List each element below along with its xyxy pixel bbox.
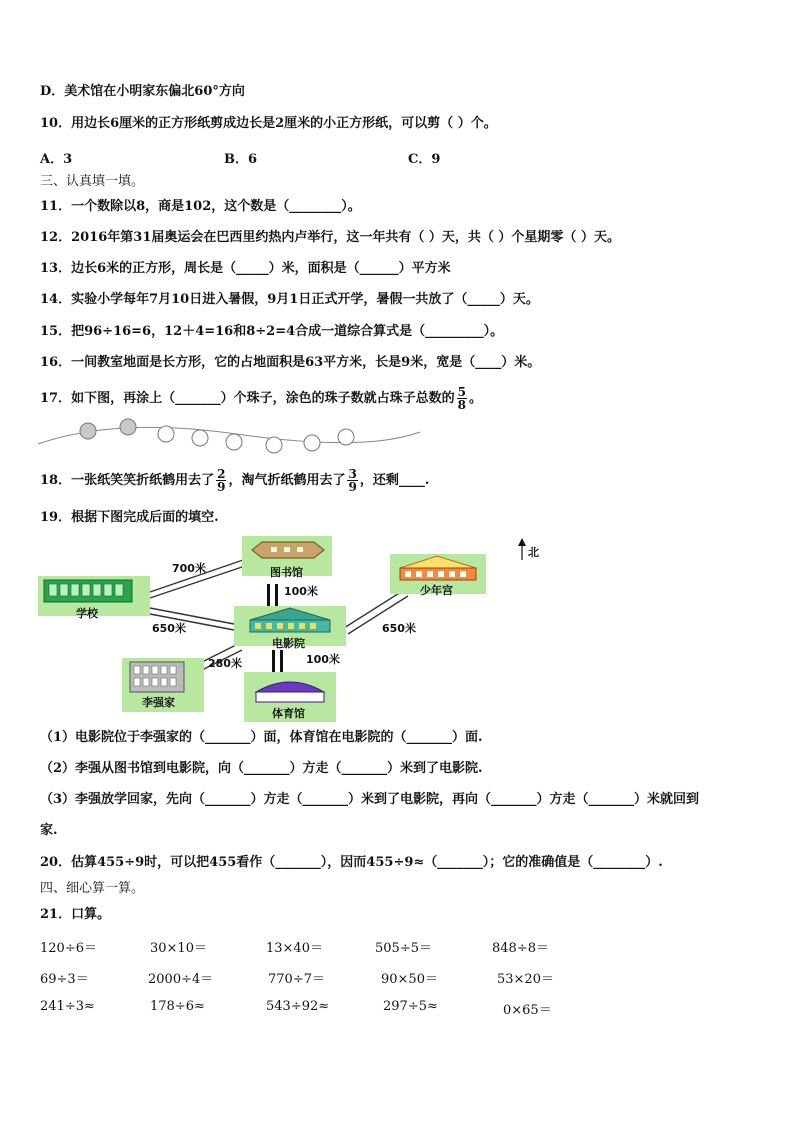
cinema-label: 电影院: [272, 637, 305, 650]
calc-item: 770÷7＝: [268, 972, 325, 987]
section-heading-3: 三、认真填一填。: [40, 174, 145, 189]
school-label: 学校: [76, 607, 98, 620]
question-18: 18．一张纸笑笑折纸鹤用去了 $\frac{2}{9}$ ，淘气折纸鹤用去了 $\frac{3}{9}$ ，还剩____.: [40, 467, 430, 494]
question-11: 11．一个数除以8，商是102，这个数是（________）。: [40, 199, 361, 214]
north-label: 北: [528, 546, 539, 559]
calc-item: 848÷8＝: [492, 941, 549, 956]
calc-item: 30×10＝: [150, 941, 207, 956]
question-19: 19．根据下图完成后面的填空.: [40, 510, 219, 525]
question-10: 10．用边长6厘米的正方形纸剪成边长是2厘米的小正方形纸，可以剪（ ）个。: [40, 116, 497, 131]
beads-figure: [36, 412, 426, 462]
calc-item: 53×20＝: [497, 972, 554, 987]
question-16: 16．一间教室地面是长方形，它的占地面积是63平方米，长是9米，宽是（____）米。: [40, 355, 541, 370]
library-label: 图书馆: [270, 566, 303, 579]
bead-empty: [266, 437, 282, 453]
question-9-option-d: D．美术馆在小明家东偏北60°方向: [40, 84, 245, 99]
bead-empty: [304, 435, 320, 451]
question-10-option-a: A．3: [40, 152, 73, 167]
calc-item: 0×65＝: [503, 1003, 552, 1018]
calc-item: 543÷92≈: [266, 999, 330, 1014]
bead-empty: [226, 434, 242, 450]
distance-school-library: 700米: [172, 562, 206, 575]
question-19-part-2: （2）李强从图书馆到电影院，向（_______）方走（_______）米到了电影院.: [40, 761, 483, 776]
question-14: 14．实验小学每年7月10日进入暑假，9月1日正式开学，暑假一共放了（_____）天。: [40, 292, 539, 307]
fraction-five-eighths: $\frac{5}{8}$: [457, 385, 466, 412]
question-21: 21．口算。: [40, 907, 111, 922]
fraction-two-ninths: $\frac{2}{9}$: [217, 467, 226, 494]
liqiang-home-label: 李强家: [142, 696, 175, 709]
question-19-part-1: （1）电影院位于李强家的（_______）面，体育馆在电影院的（_______）面.: [40, 730, 483, 745]
question-19-part-3: （3）李强放学回家，先向（_______）方走（_______）米到了电影院，再向（_______）方走（_______）米就回到: [40, 792, 700, 807]
calc-item: 178÷6≈: [150, 999, 205, 1014]
section-heading-4: 四、细心算一算。: [40, 881, 145, 896]
calc-item: 505÷5＝: [375, 941, 432, 956]
bead-empty: [158, 426, 174, 442]
distance-cinema-youth-palace: 650米: [382, 622, 416, 635]
calc-item: 241÷3≈: [40, 999, 95, 1014]
bead-shaded: [80, 423, 96, 439]
question-13: 13．边长6米的正方形，周长是（_____）米，面积是（______）平方米: [40, 261, 451, 276]
fraction-three-ninths: $\frac{3}{9}$: [348, 467, 357, 494]
bead-shaded: [120, 419, 136, 435]
calc-item: 120÷6＝: [40, 941, 97, 956]
question-10-option-c: C．9: [408, 152, 441, 167]
distance-cinema-gym: 100米: [306, 653, 340, 666]
question-20: 20．估算455÷9时，可以把455看作（_______），因而455÷9≈（_______）；它的准确值是（________）.: [40, 855, 663, 870]
calc-item: 69÷3＝: [40, 972, 89, 987]
question-10-option-b: B．6: [224, 152, 258, 167]
question-12: 12．2016年第31届奥运会在巴西里约热内卢举行，这一年共有（ ）天，共（ ）个星期零（ ）天。: [40, 230, 620, 245]
bead-empty: [192, 430, 208, 446]
gym-label: 体育馆: [272, 707, 305, 720]
calc-item: 2000÷4＝: [148, 972, 214, 987]
distance-home-cinema: 280米: [208, 657, 242, 670]
calc-item: 90×50＝: [381, 972, 438, 987]
youth-palace-label: 少年宫: [420, 584, 453, 597]
calc-item: 13×40＝: [266, 941, 323, 956]
bead-empty: [338, 429, 354, 445]
map-diagram: [38, 534, 558, 724]
question-19-part-3-end: 家.: [40, 823, 58, 838]
distance-school-cinema: 650米: [152, 622, 186, 635]
distance-library-cinema: 100米: [284, 585, 318, 598]
calc-item: 297÷5≈: [383, 999, 438, 1014]
question-17: 17．如下图，再涂上（_______）个珠子，涂色的珠子数就占珠子总数的 $\frac{5}{8}$ 。: [40, 385, 482, 412]
question-15: 15．把96÷16=6，12＋4=16和8÷2=4合成一道综合算式是（_________）。: [40, 324, 504, 339]
